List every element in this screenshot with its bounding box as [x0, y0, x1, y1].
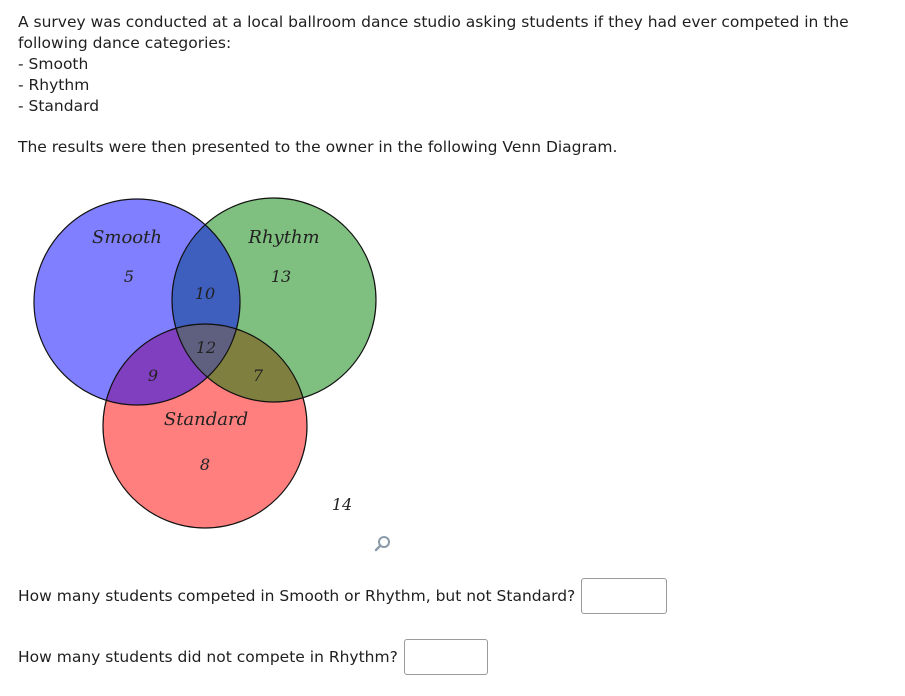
smooth-standard-value: 9	[147, 366, 159, 385]
intro-item-standard: - Standard	[18, 97, 100, 115]
magnifier-icon[interactable]	[372, 533, 394, 559]
answer-2-input[interactable]	[404, 639, 488, 675]
smooth-only-value: 5	[123, 267, 135, 286]
outside-value: 14	[331, 495, 353, 514]
rhythm-only-value: 13	[270, 267, 292, 286]
all-three-value: 12	[195, 338, 217, 357]
smooth-label: Smooth	[92, 227, 162, 248]
smooth-rhythm-value: 10	[194, 284, 216, 303]
question-1	[18, 578, 667, 614]
question-1-text: How many students competed in Smooth or Rhythm, but not Standard?	[18, 587, 576, 605]
intro-text: A survey was conducted at a local ballroom dance studio asking students if they had ever competed in the following dance categories:	[18, 13, 849, 52]
answer-1-input[interactable]	[581, 578, 667, 614]
question-2-text: How many students did not compete in Rhythm?	[18, 648, 398, 666]
rhythm-label: Rhythm	[248, 227, 320, 248]
question-2	[18, 639, 488, 675]
results-text: The results were then presented to the owner in the following Venn Diagram.	[18, 138, 618, 156]
intro-item-smooth: - Smooth	[18, 55, 89, 73]
standard-only-value: 8	[199, 455, 211, 474]
rhythm-standard-value: 7	[252, 366, 264, 385]
intro-item-rhythm: - Rhythm	[18, 76, 90, 94]
standard-label: Standard	[163, 409, 249, 430]
